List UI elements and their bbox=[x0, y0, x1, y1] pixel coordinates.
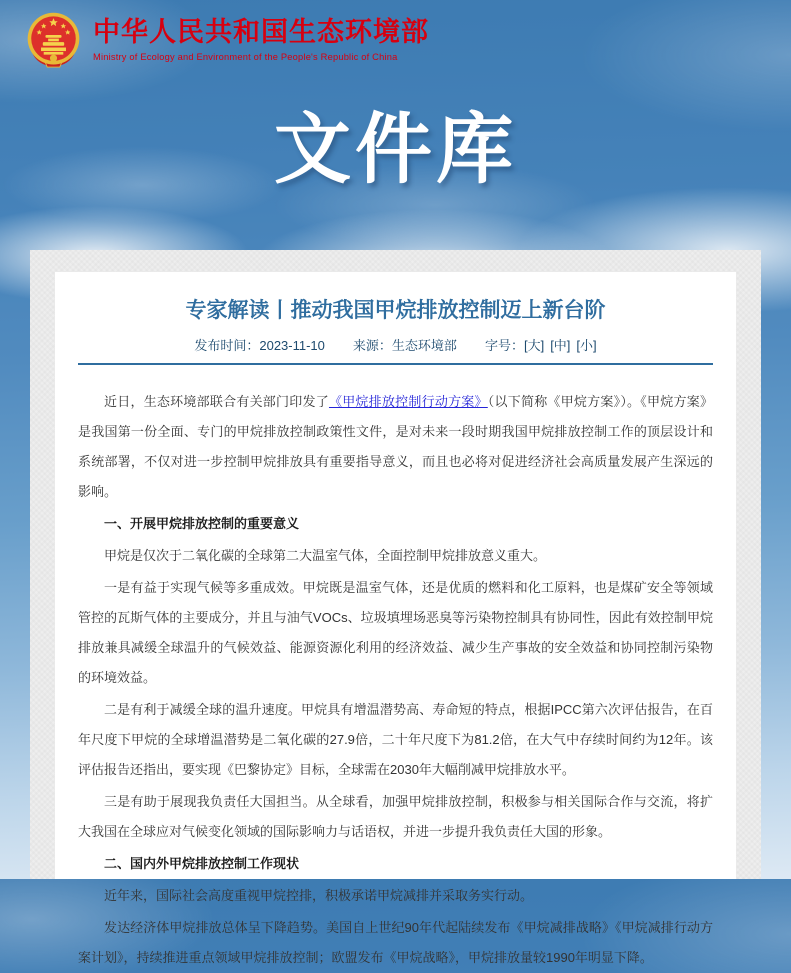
paragraph-text: 二是有利于减缓全球的温升速度。甲烷具有增温潜势高、寿命短的特点，根据IPCC第六次评估报告，在百年尺度下甲烷的全球增温潜势是二氧化碳的27.9倍，二十年尺度下为81.2倍，在大气中存续时间约为12年。该评估报告还指出，要实现《巴黎协定》目标，全球需在2030年大幅削减甲烷排放水平。 bbox=[78, 702, 713, 777]
article-source-value: 生态环境部 bbox=[391, 338, 457, 353]
article-paragraph bbox=[78, 881, 713, 911]
article-source-label: 来源： bbox=[352, 338, 392, 353]
paragraph-text: 甲烷是仅次于二氧化碳的全球第二大温室气体，全面控制甲烷排放意义重大。 bbox=[104, 548, 547, 563]
article-paragraph bbox=[78, 573, 713, 693]
section-heading: 一、开展甲烷排放控制的重要意义 bbox=[104, 516, 300, 531]
fontsize-control bbox=[485, 337, 597, 355]
page-title: 文件库 bbox=[274, 107, 517, 193]
article-paragraph bbox=[78, 787, 713, 847]
fontsize-options bbox=[524, 337, 597, 355]
article-card bbox=[55, 272, 736, 965]
fontsize-option-1[interactable]: [中] bbox=[550, 338, 571, 353]
site-name-block bbox=[93, 17, 429, 61]
paragraph-text: 近日，生态环境部联合有关部门印发了 bbox=[104, 394, 329, 409]
paragraph-text: 发达经济体甲烷排放总体呈下降趋势。美国自上世纪90年代起陆续发布《甲烷减排战略》《甲烷减排行动方案计划》，持续推进重点领域甲烷排放控制；欧盟发布《甲烷战略》，甲烷排放量较1990年明显下降。 bbox=[78, 920, 713, 965]
paragraph-text: （以下简称《甲烷方案》）。《甲烷方案》是我国第一份全面、专门的甲烷排放控制政策性文件，是对未来一段时期我国甲烷排放控制工作的顶层设计和系统部署，不仅对进一步控制甲烷排放具有重要指导意义，而且也必将对促进经济社会高质量发展产生深远的影响。 bbox=[78, 394, 713, 499]
site-name-zh[interactable]: 中华人民共和国生态环境部 bbox=[93, 17, 429, 48]
article-paragraph bbox=[78, 695, 713, 785]
publish-time bbox=[194, 337, 325, 355]
fontsize-option-0[interactable]: [大] bbox=[523, 338, 545, 353]
article-paragraph bbox=[78, 913, 713, 973]
paragraph-text: 一是有益于实现气候等多重成效。甲烷既是温室气体，还是优质的燃料和化工原料，也是煤矿安全等领域管控的瓦斯气体的主要成分，并且与油气VOCs、垃圾填埋场恶臭等污染物控制具有协同性，因此有效控制甲烷排放兼具减缓全球温升的气候效益、能源资源化利用的经济效益、减少生产事故的安全效益和协同控制污染物的环境效益。 bbox=[78, 580, 713, 685]
article-paragraph bbox=[78, 541, 713, 571]
fontsize-option-2[interactable]: [小] bbox=[576, 338, 597, 353]
paragraph-text: 近年来，国际社会高度重视甲烷控排，积极承诺甲烷减排并采取务实行动。 bbox=[104, 888, 534, 903]
publish-time-label: 发布时间： bbox=[194, 338, 260, 353]
article-title: 专家解读丨推动我国甲烷排放控制迈上新台阶 bbox=[185, 299, 606, 322]
article-source bbox=[353, 337, 457, 355]
article-paragraph bbox=[78, 387, 713, 507]
section-heading: 二、国内外甲烷排放控制工作现状 bbox=[104, 856, 300, 871]
national-emblem-icon bbox=[25, 11, 82, 68]
site-name-en: Ministry of Ecology and Environment of the People's Republic of China bbox=[93, 51, 398, 62]
title-divider bbox=[78, 363, 713, 365]
article-meta bbox=[55, 337, 736, 355]
fontsize-label: 字号： bbox=[484, 338, 524, 353]
article-body bbox=[78, 387, 713, 973]
publish-time-value: 2023-11-10 bbox=[259, 338, 325, 353]
document-link[interactable]: 《甲烷排放控制行动方案》 bbox=[328, 394, 488, 409]
site-header bbox=[25, 11, 429, 68]
content-panel bbox=[30, 250, 761, 965]
paragraph-text: 三是有助于展现我负责任大国担当。从全球看，加强甲烷排放控制，积极参与相关国际合作与交流，将扩大我国在全球应对气候变化领域的国际影响力与话语权，并进一步提升我负责任大国的形象。 bbox=[78, 794, 713, 839]
